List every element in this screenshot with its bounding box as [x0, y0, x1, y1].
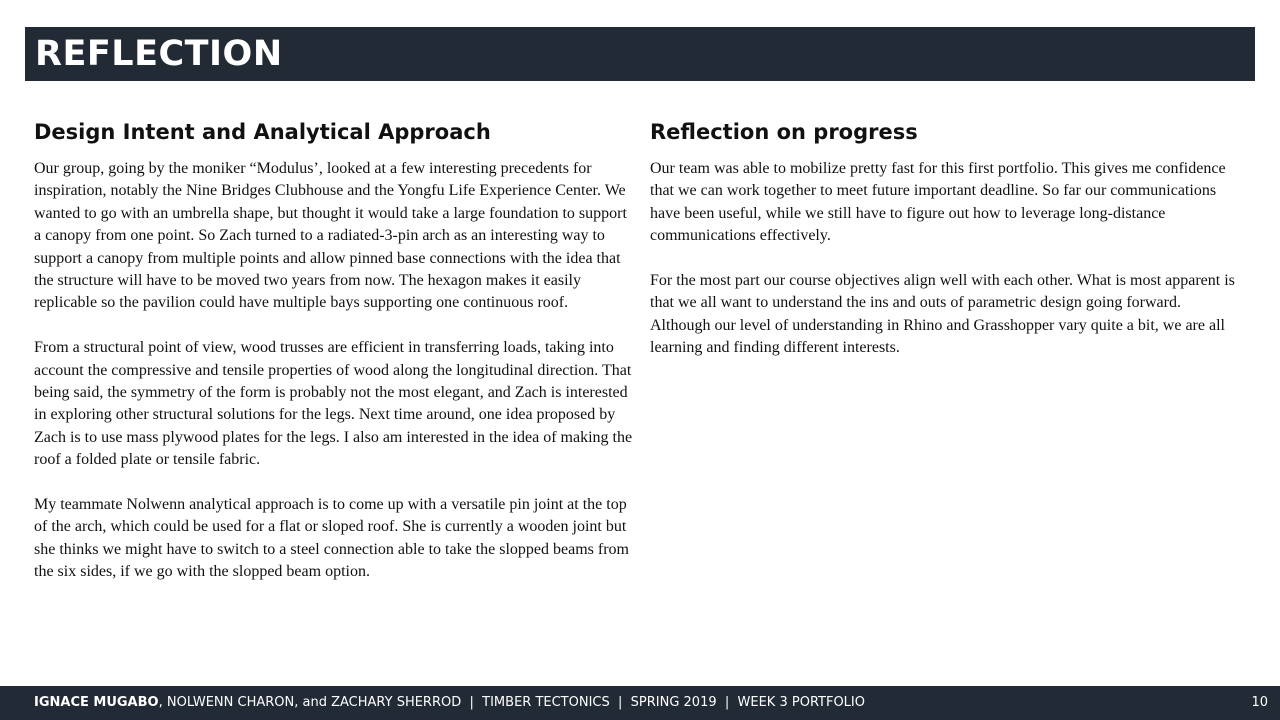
left-paragraph-2: From a structural point of view, wood trusses are efficient in transferring loads, taking into account the compressive and tensile properties of wood along the longitudinal direction. That being said, the symmetry of the form is probably not the most elegant, and Zach is interested in exploring other structural solutions for the legs. Next time around, one idea proposed by Zach is to use mass plywood plates for the legs. I also am interested in the idea of making the roof a folded plate or tensile fabric.: [34, 339, 633, 469]
footer-bar: [0, 686, 1280, 720]
right-heading: Reflection on progress: [650, 120, 918, 144]
right-paragraph-2: For the most part our course objectives align well with each other. What is most apparent is that we all want to understand the ins and outs of parametric design going forward. Although our level of understanding in Rhino and Grasshopper vary quite a bit, we are all learning and finding different interests.: [650, 272, 1235, 357]
slide-title: REFLECTION: [35, 34, 283, 74]
left-paragraph-1: Our group, going by the moniker “Modulus’, looked at a few interesting precedents for inspiration, notably the Nine Bridges Clubhouse and the Yongfu Life Experience Center. We wanted to go with an umbrella shape, but thought it would take a large foundation to support a canopy from one point. So Zach turned to a radiated-3-pin arch as an interesting way to support a canopy from multiple points and allow pinned base connections with the idea that the structure will have to be moved two years from now. The hexagon makes it easily replicable so the pavilion could have multiple bays supporting one continuous roof.: [34, 160, 627, 312]
left-paragraph-3: My teammate Nolwenn analytical approach is to come up with a versatile pin joint at the top of the arch, which could be used for a flat or sloped roof. She is currently a wooden joint but she thinks we might have to switch to a steel connection able to take the slopped beams from the six sides, if we go with the slopped beam option.: [34, 496, 629, 581]
footer-author: IGNACE MUGABO: [34, 695, 159, 710]
left-column: [34, 117, 634, 606]
footer-credits: [34, 694, 865, 712]
right-column: [650, 117, 1240, 382]
left-heading: Design Intent and Analytical Approach: [34, 120, 491, 144]
right-paragraph-1: Our team was able to mobilize pretty fast for this first portfolio. This gives me confidence that we can work together to meet future important deadline. So far our communications have been useful, while we still have to figure out how to leverage long-distance communications effectively.: [650, 160, 1226, 245]
title-bar: [25, 27, 1255, 81]
footer-course-info: , NOLWENN CHARON, and ZACHARY SHERROD | TIMBER TECTONICS | SPRING 2019 | WEEK 3 PORTFOLIO: [158, 695, 865, 710]
page-number: 10: [1251, 695, 1268, 710]
